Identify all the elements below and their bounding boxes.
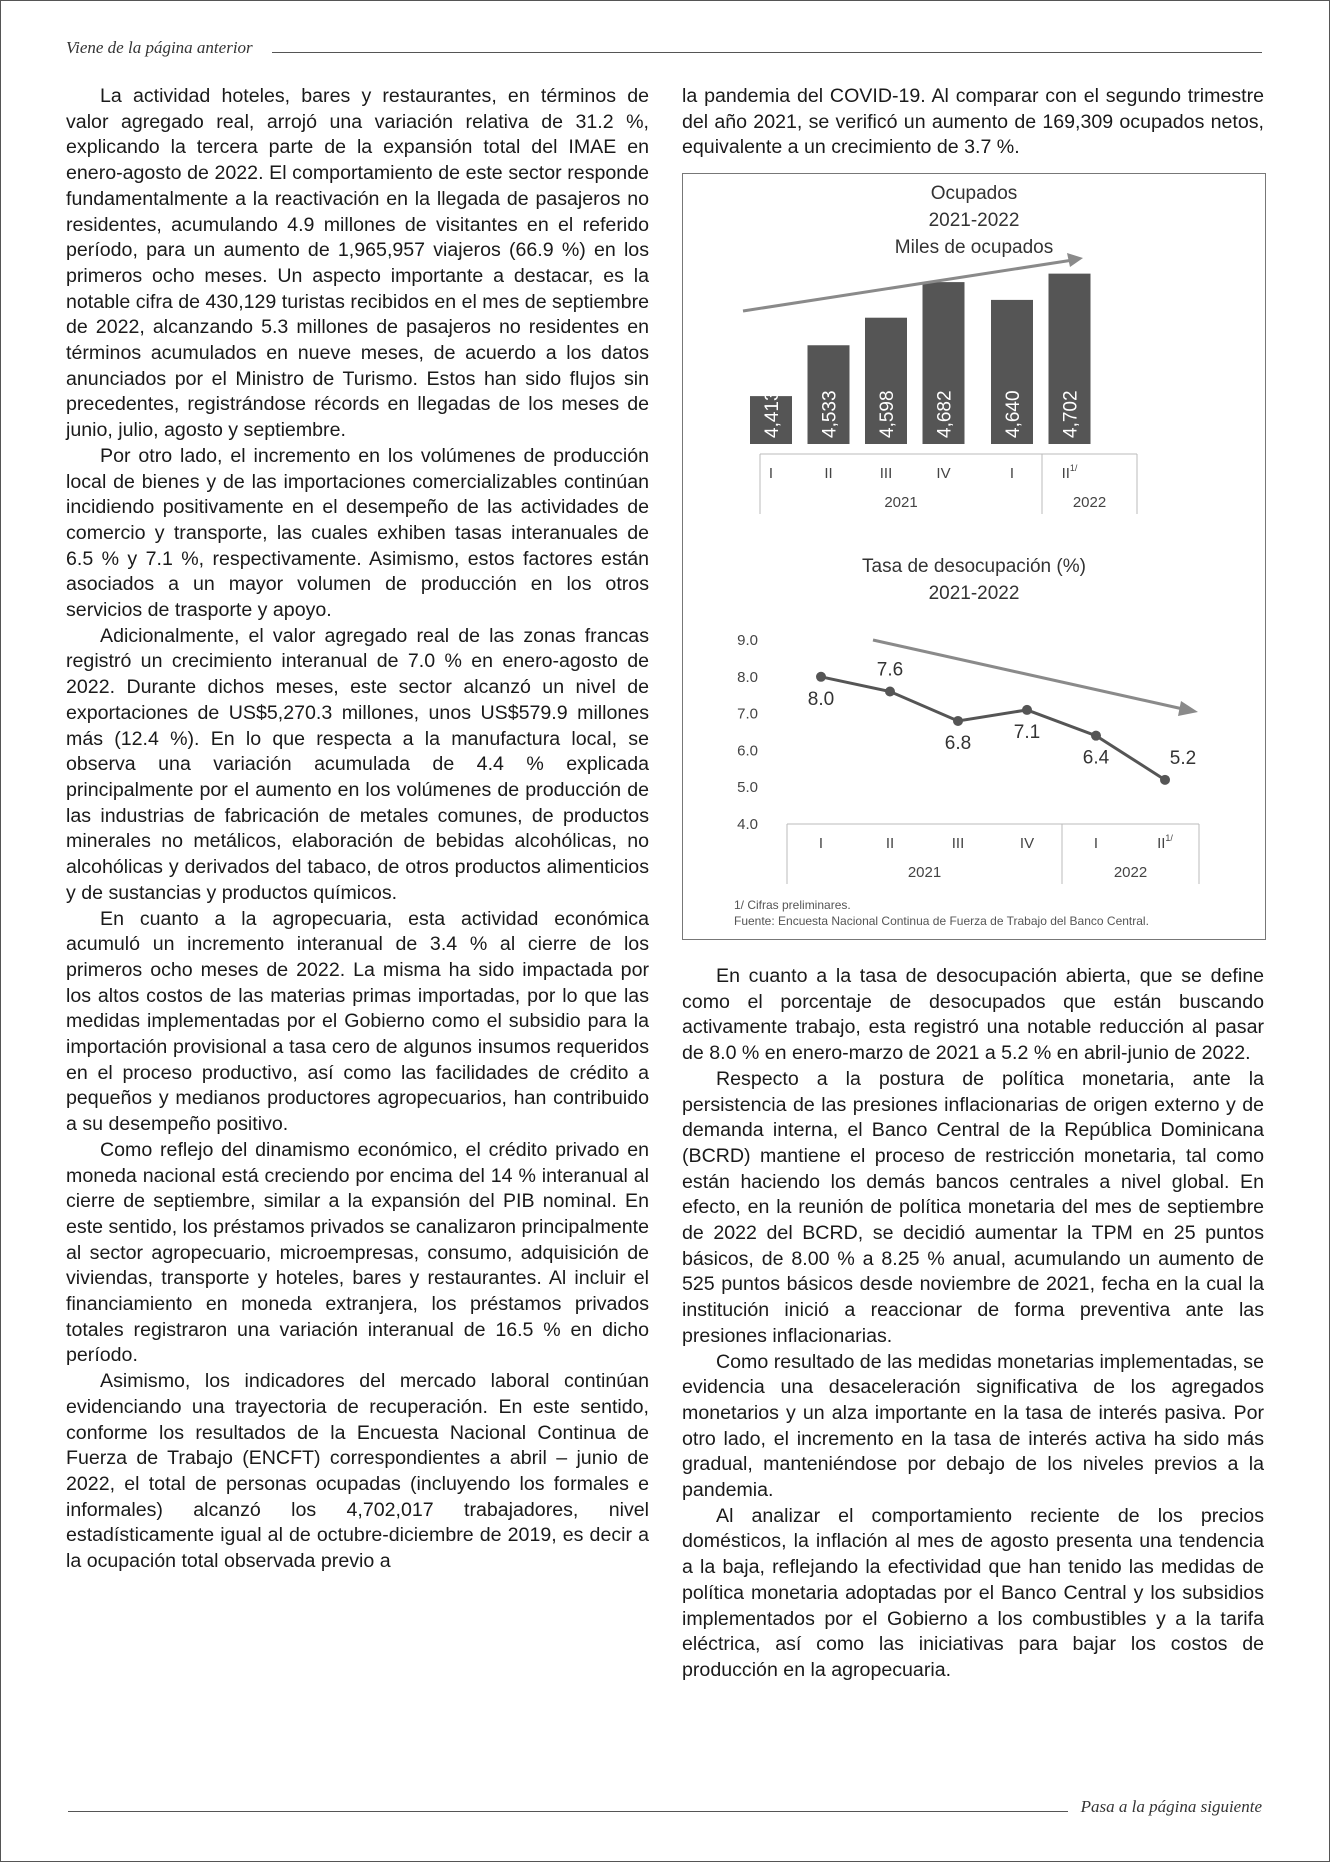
bar-value-label: 4,682 bbox=[934, 390, 956, 438]
category-label: III bbox=[879, 465, 893, 482]
footnote-marker: 1/ bbox=[1165, 833, 1173, 843]
charts-box bbox=[682, 173, 1266, 940]
paragraph: Como reflejo del dinamismo económico, el crédito privado en moneda nacional está creciendo por encima del 14 % interanual al cierre de septiembre, similar a la expansión del PIB nominal. En este sentido, los préstamos privados se canalizaron principalmente al sector agropecuario, microempresas, consumo, adquisición de viviendas, transporte y hoteles, bares y restaurantes. Al incluir el financiamiento en moneda extranjera, los préstamos privados totales registraron una variación interanual de 16.5 % en dicho período. bbox=[66, 1138, 649, 1367]
bar-value-label: 4,702 bbox=[1060, 390, 1082, 438]
line-chart-title-1: Tasa de desocupación (%) bbox=[862, 556, 1086, 577]
category-label: I bbox=[1009, 465, 1015, 482]
bar-chart-title-2: 2021-2022 bbox=[928, 210, 1020, 231]
data-label: 7.1 bbox=[1013, 721, 1041, 743]
data-label: 8.0 bbox=[807, 688, 835, 710]
y-tick-label: 4.0 bbox=[737, 816, 758, 833]
line-chart-title-2: 2021-2022 bbox=[928, 583, 1020, 604]
y-tick-label: 6.0 bbox=[737, 742, 758, 760]
paragraph: Adicionalmente, el valor agregado real de las zonas francas registró un crecimiento interanual de 7.0 % en enero-agosto de 2022. Durante dichos meses, este sector alcanzó un nivel de exportaciones de US$5,270.3 millones, unos US$579.9 millones más (12.4 %). En lo que respecta a la manufactura local, se observa una variación acumulada de 4.4 % explicada principalmente por el aumento en los volúmenes de producción de las industrias de fabricación de metales comunes, de productos minerales no metálicos, elaboración de bebidas alcohólicas, no alcohólicas y derivados del tabaco, de otros productos alimenticios y de sustancias y productos químicos. bbox=[66, 624, 649, 904]
data-label: 5.2 bbox=[1169, 747, 1197, 769]
paragraph: Por otro lado, el incremento en los volúmenes de producción local de bienes y de las importaciones comercializables continúan incidiendo positivamente en el desempeño de las actividades de comercio y transporte, las cuales exhiben tasas interanuales de 6.5 % y 7.1 %, respectivamente. Asimismo, estos factores están asociados a un mayor volumen de producción en los otros servicios de trasporte y apoyo. bbox=[66, 444, 649, 622]
year-label: 2021 bbox=[884, 494, 918, 511]
data-point bbox=[1091, 731, 1101, 741]
y-tick-label: 5.0 bbox=[737, 779, 758, 797]
category-label: II bbox=[824, 465, 833, 482]
paragraph: Al analizar el comportamiento reciente de los precios domésticos, la inflación al mes de agosto presenta una tendencia a la baja, reflejando la efectividad que han tenido las medidas de política monetaria adoptadas por el Banco Central y los subsidios implementados por el Gobierno a los combustibles y a la tarifa eléctrica, así como las iniciativas para bajar los costos de producción en la agropecuaria. bbox=[682, 1504, 1264, 1681]
right-column-bottom bbox=[682, 964, 1264, 1684]
data-point bbox=[1160, 775, 1170, 785]
left-column bbox=[66, 84, 649, 1575]
paragraph: En cuanto a la agropecuaria, esta actividad económica acumuló un incremento interanual de 3.4 % al cierre de los primeros ocho meses de 2022. La misma ha sido impactada por los altos costos de las materias primas importadas, por lo que las medidas implementadas por el Gobierno como el subsidio para la importación provisional a tasa cero de algunos insumos requeridos en el proceso productivo, así como las facilidades de crédito a pequeños y medianos productores agropecuarios, han contribuido a su desempeño positivo. bbox=[66, 907, 649, 1136]
data-point bbox=[1022, 705, 1032, 715]
year-label: 2021 bbox=[907, 864, 942, 881]
data-label: 6.8 bbox=[944, 732, 972, 754]
data-point bbox=[816, 672, 826, 682]
bar-chart-title-1: Ocupados bbox=[930, 183, 1018, 204]
paragraph: Respecto a la postura de política monetaria, ante la persistencia de las presiones inflacionarias de origen externo y de demanda interna, el Banco Central de la República Dominicana (BCRD) mantiene el proceso de restricción monetaria, tal como están haciendo los demás bancos centrales a nivel global. En efecto, en la reunión de política monetaria del mes de septiembre de 2022 del BCRD, se decidió aumentar la TPM en 25 puntos básicos, de 8.00 % a 8.25 % anual, acumulando un aumento de 525 puntos básicos desde noviembre de 2021, fecha en la cual la institución inició a reaccionar de forma preventiva ante las presiones inflacionarias. bbox=[682, 1067, 1264, 1347]
paragraph: En cuanto a la tasa de desocupación abierta, que se define como el porcentaje de desocupados que están buscando activamente trabajo, esta registró una notable reducción al pasar de 8.0 % en enero-marzo de 2021 a 5.2 % en abril-junio de 2022. bbox=[682, 965, 1264, 1065]
bar-value-label: 4,413 bbox=[762, 390, 783, 438]
category-label: $II^{1/}$ bbox=[1061, 463, 1078, 482]
paragraph: La actividad hoteles, bares y restaurantes, en términos de valor agregado real, arrojó una variación relativa de 31.2 %, explicando la tercera parte de la expansión total del IMAE en enero-agosto de 2022. El comportamiento de este sector responde fundamentalmente a la reactivación en la llegada de pasajeros no residentes, acumulando 4.9 millones de visitantes en el referido período, para un aumento de 1,965,957 viajeros (66.9 %) en los primeros ocho meses. Un aspecto importante a destacar, es la notable cifra de 430,129 turistas recibidos en el mes de septiembre de 2022, alcanzando 5.3 millones de pasajeros no residentes en términos acumulados en nueve meses, de acuerdo a los datos anunciados por el Ministro de Turismo. Estos han sido flujos sin precedentes, registrándose récords en llegadas de los meses de junio, julio, agosto y septiembre. bbox=[66, 85, 649, 442]
year-label: 2022 bbox=[1113, 864, 1148, 881]
category-label: III bbox=[951, 835, 965, 852]
paragraph: Como resultado de las medidas monetarias implementadas, se evidencia una desaceleración significativa de los agregados monetarios y un alza importante en la tasa de interés pasiva. Por otro lado, el incremento en la tasa de interés activa ha sido más gradual, manteniéndose por debajo de los niveles previos a la pandemia. bbox=[682, 1350, 1264, 1502]
y-tick-label: 7.0 bbox=[737, 705, 758, 723]
data-point bbox=[885, 687, 895, 697]
right-column-top bbox=[682, 84, 1264, 161]
category-label: IV bbox=[1019, 835, 1035, 852]
category-label: II bbox=[885, 835, 895, 852]
category-label: $II^{1/}$ bbox=[1157, 833, 1173, 852]
y-tick-label: 8.0 bbox=[737, 668, 758, 686]
trend-arrowhead bbox=[1067, 253, 1083, 267]
data-label: 6.4 bbox=[1082, 747, 1110, 769]
bar-chart-title-3: Miles de ocupados bbox=[894, 237, 1054, 258]
year-label: 2022 bbox=[1072, 494, 1107, 511]
category-label: I bbox=[818, 835, 824, 852]
trend-arrowhead bbox=[1178, 701, 1198, 716]
source-note: Fuente: Encuesta Nacional Continua de Fuerza de Trabajo del Banco Central. bbox=[734, 914, 1149, 928]
continued-from-label: Viene de la página anterior bbox=[66, 38, 253, 57]
trend-arrow bbox=[873, 640, 1183, 709]
y-tick-label: 9.0 bbox=[737, 632, 758, 649]
category-label: IV bbox=[936, 465, 951, 482]
data-point bbox=[953, 716, 963, 726]
continued-to-label: Pasa a la página siguiente bbox=[1080, 1797, 1262, 1816]
paragraph: Asimismo, los indicadores del mercado laboral continúan evidenciando una trayectoria de recuperación. En este sentido, conforme los resultados de la Encuesta Nacional Continua de Fuerza de Trabajo (ENCFT) correspondientes a abril – junio de 2022, el total de personas ocupadas (incluyendo los formales e informales) alcanzó los 4,702,017 trabajadores, nivel estadísticamente igual al de octubre-diciembre de 2019, es decir a la ocupación total observada previo a bbox=[66, 1370, 649, 1573]
category-label: I bbox=[768, 465, 774, 482]
bar-value-label: 4,533 bbox=[819, 390, 841, 438]
charts-svg bbox=[683, 174, 1265, 939]
bar-value-label: 4,640 bbox=[1003, 390, 1024, 438]
paragraph: la pandemia del COVID-19. Al comparar con el segundo trimestre del año 2021, se verificó un aumento de 169,309 ocupados netos, equivalente a un crecimiento de 3.7 %. bbox=[682, 85, 1264, 159]
preliminary-note: 1/ Cifras preliminares. bbox=[734, 898, 851, 912]
footnote-marker: 1/ bbox=[1069, 463, 1078, 473]
bar-value-label: 4,598 bbox=[877, 390, 898, 438]
category-label: I bbox=[1093, 835, 1099, 852]
header-rule bbox=[272, 52, 1262, 53]
data-label: 7.6 bbox=[876, 659, 904, 681]
footer-rule bbox=[68, 1811, 1068, 1812]
